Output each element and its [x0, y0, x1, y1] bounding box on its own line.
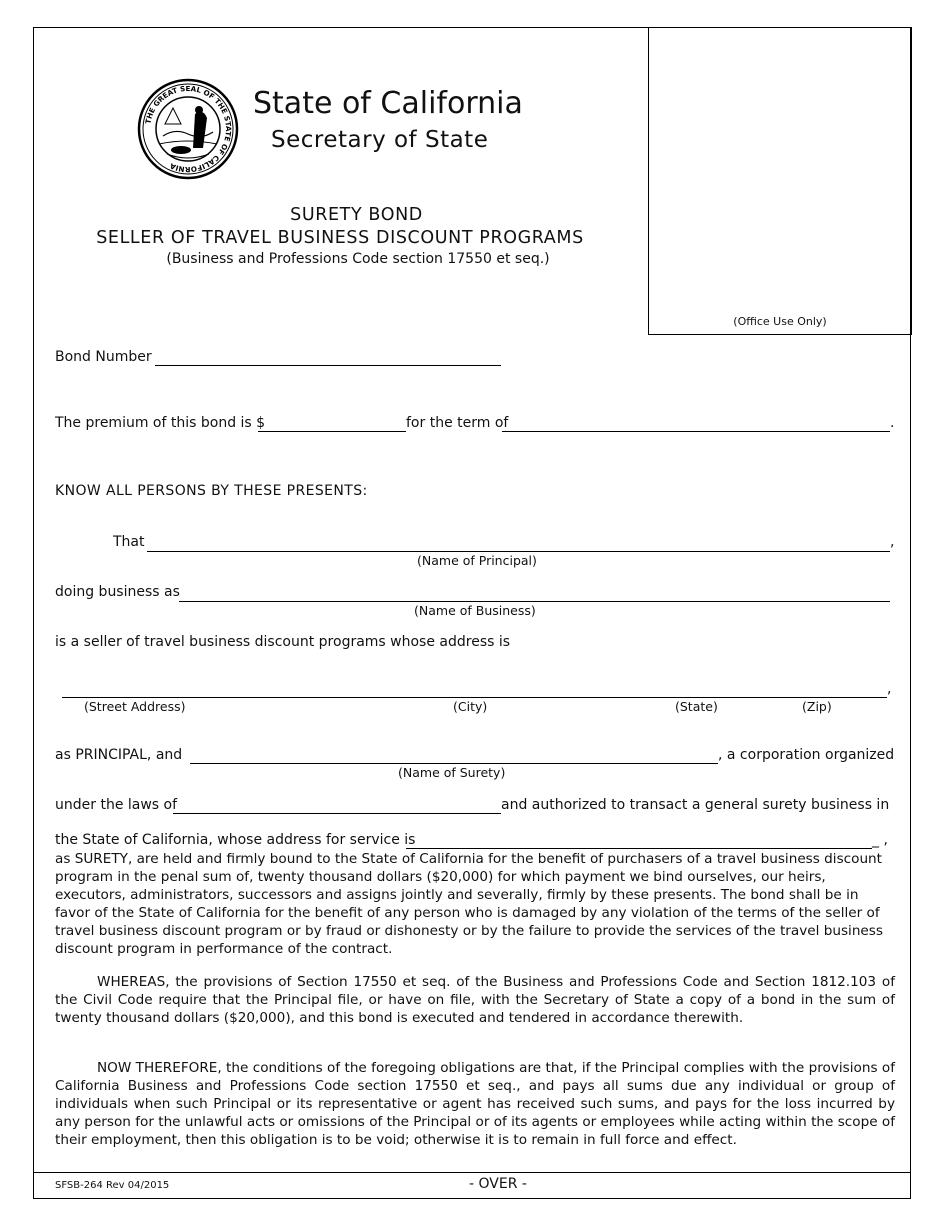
- principal-comma: ,: [890, 534, 895, 550]
- principal-and-label: as PRINCIPAL, and: [55, 747, 183, 763]
- street-caption: (Street Address): [84, 699, 186, 714]
- seller-text: is a seller of travel business discount programs whose address is: [55, 634, 511, 650]
- business-caption: (Name of Business): [414, 603, 536, 618]
- whereas-paragraph: [55, 973, 895, 1027]
- seal-text: THE GREAT SEAL OF THE STATE OF CALIFORNIA: [143, 83, 234, 175]
- form-number: SFSB-264 Rev 04/2015: [55, 1180, 170, 1191]
- term-label: for the term of: [406, 415, 509, 431]
- term-period: .: [890, 415, 895, 431]
- bond-number-field[interactable]: [155, 365, 501, 366]
- now-therefore-text: NOW THEREFORE, the conditions of the foregoing obligations are that, if the Principal complies with the provisions of California Business and Professions Code section 17550 et seq., and pays all sums due any individual or group of individuals when such Principal or its representative or agent has received such sums, and pays for the loss incurred by any person for the unlawful acts or omissions of the Principal or of its agents or employees while acting within the scope of their employment, then this obligation is to be void; otherwise it is to remain in full force and effect.: [55, 1060, 895, 1148]
- business-name-field[interactable]: [179, 601, 890, 602]
- bond-number-label: Bond Number: [55, 349, 152, 365]
- service-address-field[interactable]: [406, 848, 872, 849]
- office-use-label: (Office Use Only): [733, 315, 827, 328]
- surety-caption: (Name of Surety): [398, 765, 506, 780]
- code-reference: (Business and Professions Code section 17550 et seq.): [166, 251, 550, 267]
- now-therefore-paragraph: [55, 1059, 895, 1149]
- that-label: That: [113, 534, 145, 550]
- form-title: SURETY BOND: [290, 205, 423, 225]
- premium-field[interactable]: [258, 431, 406, 432]
- know-all-heading: KNOW ALL PERSONS BY THESE PRESENTS:: [55, 483, 368, 499]
- address-field[interactable]: [62, 697, 887, 698]
- laws-label: under the laws of: [55, 797, 178, 813]
- premium-label: The premium of this bond is $: [55, 415, 266, 431]
- laws-state-field[interactable]: [173, 813, 501, 814]
- secretary-title: Secretary of State: [271, 127, 489, 153]
- city-caption: (City): [453, 699, 488, 714]
- footer-divider: [33, 1172, 911, 1173]
- dba-label: doing business as: [55, 584, 180, 600]
- over-label: - OVER -: [469, 1176, 527, 1192]
- service-end: _ ,: [872, 832, 888, 848]
- state-title: State of California: [253, 86, 523, 121]
- office-use-box: [648, 27, 912, 335]
- address-comma: ,: [887, 681, 892, 697]
- whereas-text: WHEREAS, the provisions of Section 17550 et seq. of the Business and Professions Code and Section 1812.103 of the Civil Code require that the Principal file, or have on file, with the Secretary of State a copy of a bond in the sum of twenty thousand dollars ($20,000), and this bond is executed and tendered in accordance therewith.: [55, 974, 895, 1026]
- zip-caption: (Zip): [802, 699, 832, 714]
- principal-caption: (Name of Principal): [417, 553, 537, 568]
- term-field[interactable]: [502, 431, 890, 432]
- corporation-text: , a corporation organized: [718, 747, 895, 763]
- state-seal-icon: [137, 78, 239, 180]
- surety-name-field[interactable]: [190, 763, 718, 764]
- surety-paragraph: as SURETY, are held and firmly bound to the State of California for the benefit of purchasers of a travel business discount program in the penal sum of, twenty thousand dollars ($20,000) for which payment we bind ourselves, our heirs, executors, administrators, successors and assigns jointly and severally, firmly by these presents. The bond shall be in favor of the State of California for the benefit of any person who is damaged by any violation of the terms of the seller of travel business discount program or by fraud or dishonesty or by the failure to provide the services of the travel business discount program in performance of the contract.: [55, 851, 883, 957]
- service-label: the State of California, whose address for service is: [55, 832, 416, 848]
- authorized-text: and authorized to transact a general surety business in: [501, 797, 890, 813]
- state-caption: (State): [675, 699, 718, 714]
- principal-name-field[interactable]: [147, 551, 890, 552]
- form-subtitle: SELLER OF TRAVEL BUSINESS DISCOUNT PROGRAMS: [96, 228, 584, 248]
